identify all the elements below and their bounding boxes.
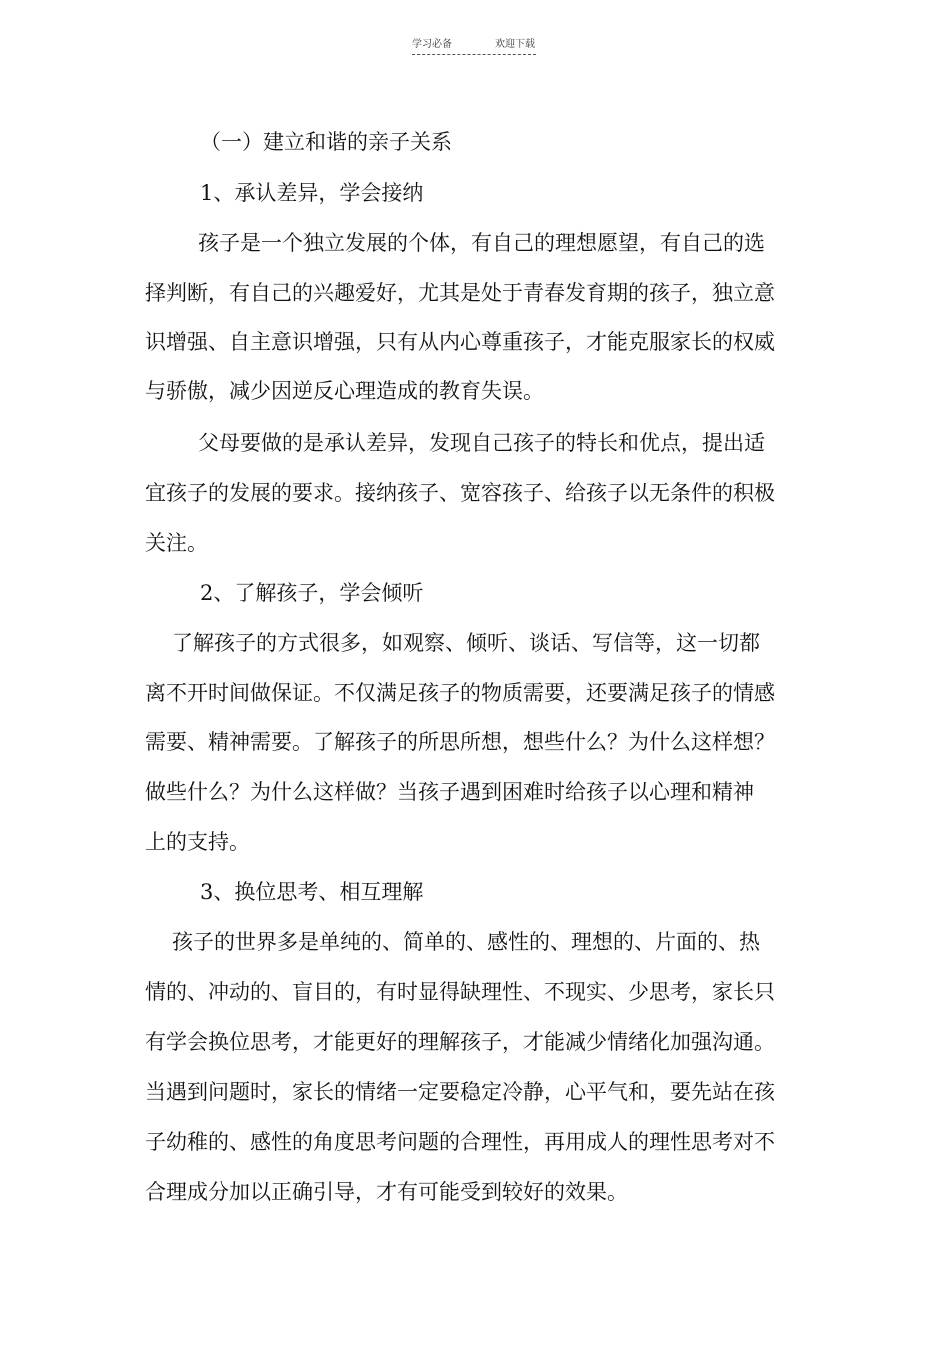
paragraph-line: 择判断，有自己的兴趣爱好，尤其是处于青春发育期的孩子，独立意	[145, 281, 775, 305]
paragraph-line: 孩子的世界多是单纯的、简单的、感性的、理想的、片面的、热	[172, 930, 760, 954]
paragraph-line: 了解孩子的方式很多，如观察、倾听、谈话、写信等，这一切都	[172, 631, 760, 655]
paragraph-line: 做些什么？为什么这样做？当孩子遇到困难时给孩子以心理和精神	[145, 780, 754, 804]
page-header	[412, 38, 536, 58]
paragraph-line: 识增强、自主意识增强，只有从内心尊重孩子，才能克服家长的权威	[145, 330, 775, 354]
header-divider	[412, 54, 536, 55]
paragraph-line: 宜孩子的发展的要求。接纳孩子、宽容孩子、给孩子以无条件的积极	[145, 481, 775, 505]
paragraph-line: 孩子是一个独立发展的个体，有自己的理想愿望，有自己的选	[198, 231, 765, 255]
paragraph-line: 父母要做的是承认差异，发现自己孩子的特长和优点，提出适	[198, 431, 765, 455]
header-left-text: 学习必备	[412, 39, 452, 50]
paragraph-line: 与骄傲，减少因逆反心理造成的教育失误。	[145, 379, 544, 403]
subheading-3: 3、换位思考、相互理解	[200, 880, 424, 904]
paragraph-line: 有学会换位思考，才能更好的理解孩子，才能减少情绪化加强沟通。	[145, 1030, 775, 1054]
subheading-1: 1、承认差异，学会接纳	[200, 181, 424, 205]
paragraph-line: 子幼稚的、感性的角度思考问题的合理性，再用成人的理性思考对不	[145, 1130, 775, 1154]
paragraph-line: 需要、精神需要。了解孩子的所思所想，想些什么？为什么这样想？	[145, 730, 775, 754]
subheading-2: 2、了解孩子，学会倾听	[200, 581, 424, 605]
paragraph-line: 情的、冲动的、盲目的，有时显得缺理性、不现实、少思考，家长只	[145, 980, 775, 1004]
paragraph-line: 关注。	[145, 531, 208, 555]
paragraph-line: 合理成分加以正确引导，才有可能受到较好的效果。	[145, 1180, 628, 1204]
section-title: （一）建立和谐的亲子关系	[200, 130, 452, 154]
paragraph-line: 离不开时间做保证。不仅满足孩子的物质需要，还要满足孩子的情感	[145, 681, 775, 705]
header-right-text: 欢迎下载	[495, 39, 535, 50]
paragraph-line: 当遇到问题时，家长的情绪一定要稳定冷静，心平气和，要先站在孩	[145, 1080, 775, 1104]
paragraph-line: 上的支持。	[145, 830, 250, 854]
